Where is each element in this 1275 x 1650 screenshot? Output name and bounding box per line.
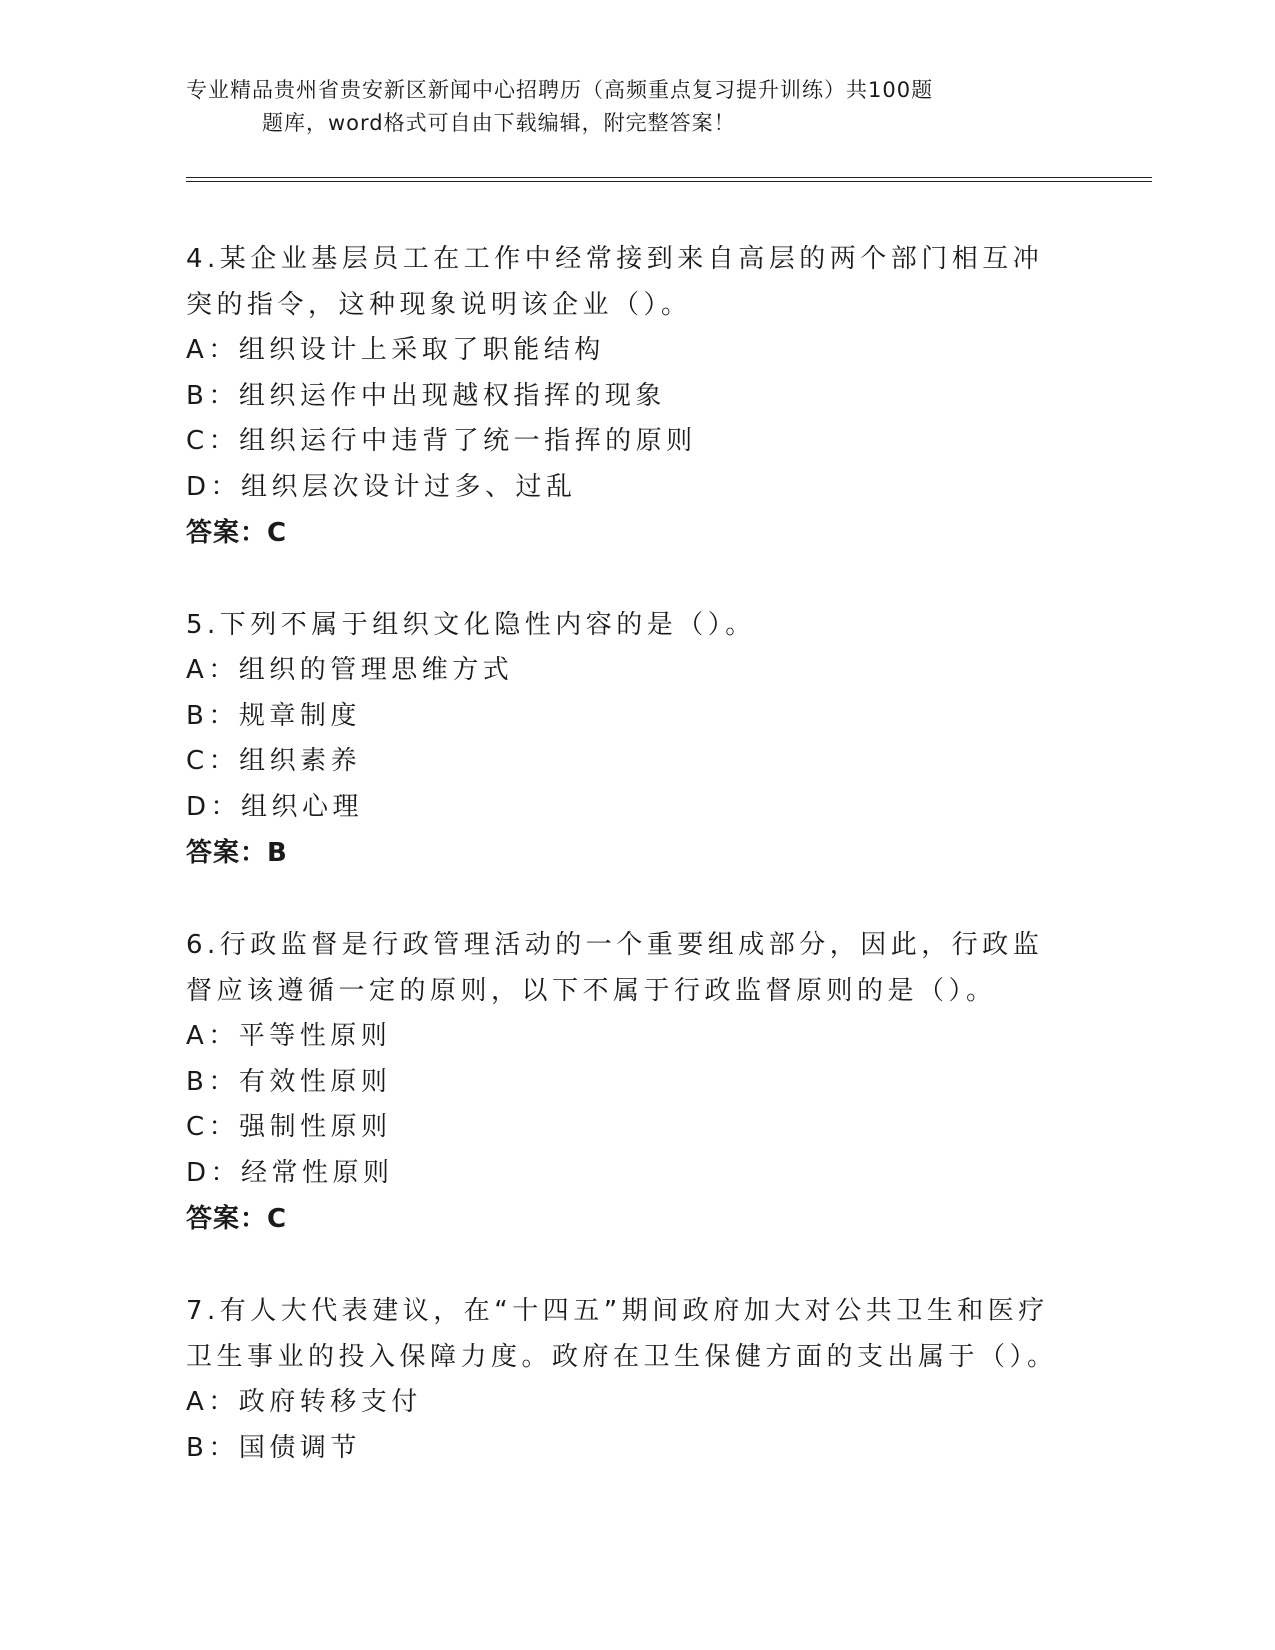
option-b: B：组织运作中出现越权指挥的现象 [186,380,666,411]
header-divider-top [186,177,1152,178]
option-a: A：组织设计上采取了职能结构 [186,335,605,365]
question-text: 7.有人大代表建议，在“十四五”期间政府加大对公共卫生和医疗卫生事业的投入保障力度。政府在卫生保健方面的支出属于（）。 [186,1296,1058,1372]
question-7 [186,1288,1066,1471]
answer-label: 答案：C [186,1204,288,1234]
question-4 [186,236,1066,556]
option-c: C：组织素养 [186,746,362,776]
option-d: D：组织心理 [186,791,364,822]
header-title-line2: 题库，word格式可自由下载编辑，附完整答案！ [262,111,736,135]
header-title-line1: 专业精品贵州省贵安新区新闻中心招聘历（高频重点复习提升训练）共100题 [186,78,934,102]
option-a: A：平等性原则 [186,1021,392,1051]
question-text: 4.某企业基层员工在工作中经常接到来自高层的两个部门相互冲突的指令，这种现象说明该企业（）。 [186,244,1044,320]
option-b: B：国债调节 [186,1432,361,1463]
question-list [186,236,1066,1517]
option-d: D：组织层次设计过多、过乱 [186,471,577,502]
question-6 [186,922,1066,1242]
option-c: C：强制性原则 [186,1112,392,1142]
option-d: D：经常性原则 [186,1157,394,1188]
document-header [186,74,1066,140]
header-divider-bottom [186,181,1152,182]
option-b: B：规章制度 [186,700,361,731]
option-a: A：政府转移支付 [186,1387,422,1417]
option-b: B：有效性原则 [186,1066,392,1097]
question-text: 5.下列不属于组织文化隐性内容的是（）。 [186,610,756,640]
answer-label: 答案：B [186,838,288,868]
option-a: A：组织的管理思维方式 [186,655,514,685]
answer-label: 答案：C [186,518,288,548]
question-text: 6.行政监督是行政管理活动的一个重要组成部分，因此，行政监督应该遵循一定的原则，以下不属于行政监督原则的是（）。 [186,930,1044,1006]
question-5 [186,602,1066,876]
option-c: C：组织运行中违背了统一指挥的原则 [186,426,697,456]
